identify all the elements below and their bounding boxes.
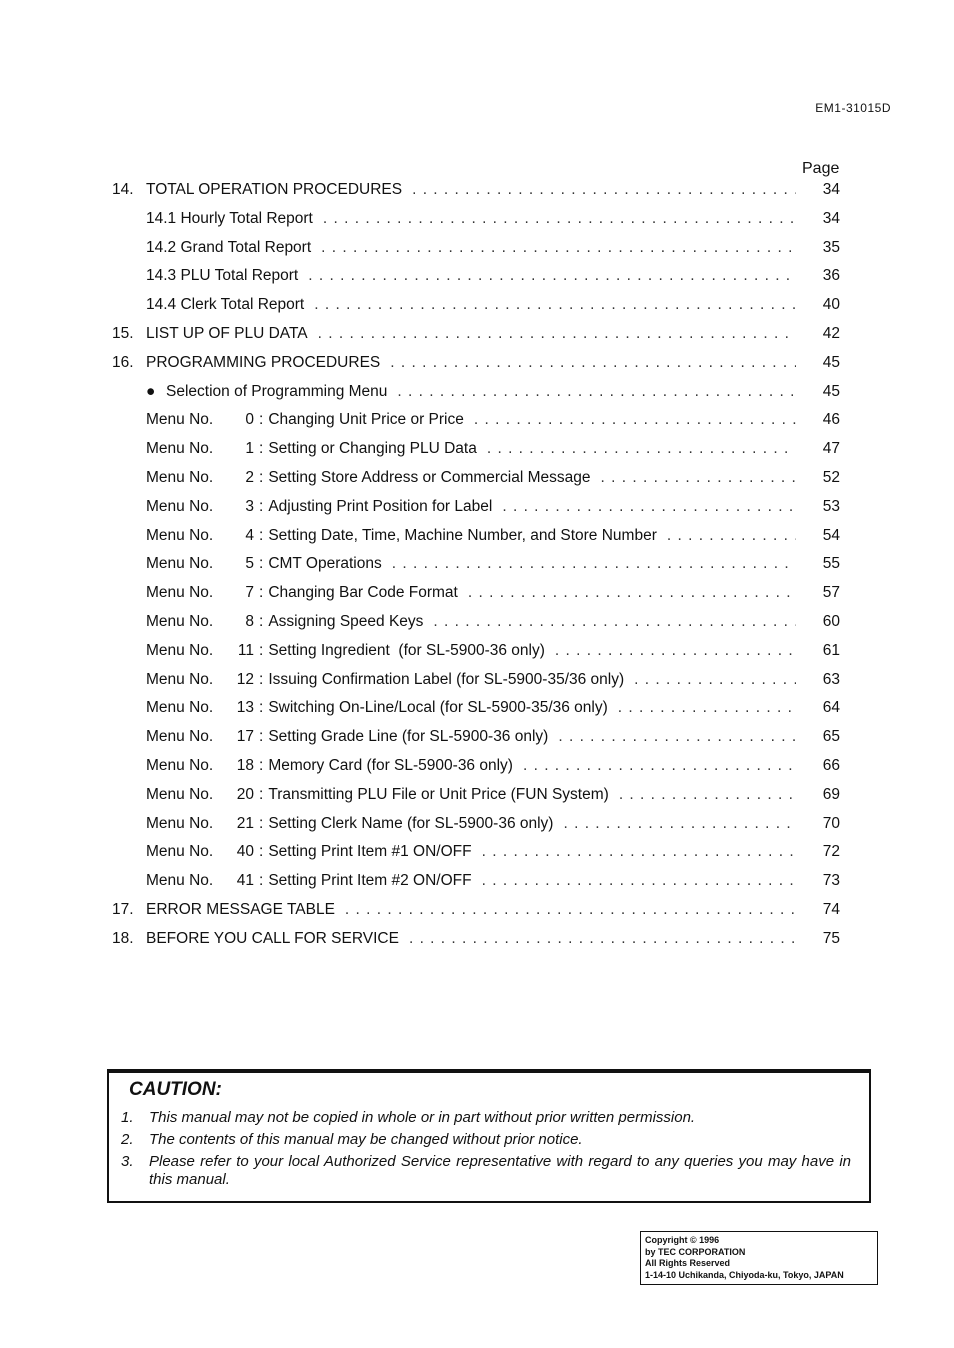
toc-entry [112,440,840,469]
toc-page-number: 35 [822,238,840,256]
toc-menu-number: 5 [245,555,254,573]
toc-menu-label: Menu No. [146,526,214,544]
toc-entry-title: Changing Bar Code Format [268,584,458,602]
toc-separator: : [259,440,264,458]
toc-section-number: 17. [112,900,134,918]
toc-entry [112,555,840,584]
toc-separator: : [259,612,264,630]
toc-dot-leader [318,325,796,343]
toc-dot-leader [468,584,796,602]
toc-dot-leader [412,181,796,199]
toc-separator: : [259,785,264,803]
toc-separator: : [259,872,264,890]
toc-entry [112,527,840,556]
toc-page-number: 45 [822,382,840,400]
toc-entry-heading [112,239,311,257]
caution-item-index: 3. [121,1153,134,1170]
toc-page-number: 57 [822,584,840,602]
toc-entry-heading [112,699,608,717]
toc-dot-leader [433,613,796,631]
toc-separator: : [259,555,264,573]
toc-page-number: 46 [822,411,840,429]
toc-entry-heading [112,527,657,545]
toc-entry [112,210,840,239]
toc-page-number: 40 [822,296,840,314]
caution-list [121,1109,851,1189]
toc-entry-heading [112,498,492,516]
toc-entry-heading [112,786,609,804]
toc-entry-heading [112,354,380,372]
toc-page-number: 73 [822,872,840,890]
toc-page-number: 70 [822,814,840,832]
toc-entry-heading [112,642,545,660]
toc-menu-label: Menu No. [146,872,214,890]
toc-entry [112,181,840,210]
toc-entry-title: 14.4 Clerk Total Report [146,296,305,314]
toc-entry-heading [112,613,423,631]
toc-dot-leader [563,815,796,833]
toc-dot-leader [555,642,796,660]
document-id: EM1-31015D [815,101,891,115]
toc-page-number: 55 [822,555,840,573]
toc-menu-label: Menu No. [146,440,214,458]
toc-entry-title: Setting Print Item #2 ON/OFF [268,872,472,890]
toc-entry [112,901,840,930]
toc-menu-label: Menu No. [146,785,214,803]
toc-menu-number: 0 [245,411,254,429]
toc-dot-leader [502,498,796,516]
toc-entry-title: Memory Card (for SL-5900-36 only) [268,756,513,774]
toc-separator: : [259,756,264,774]
toc-entry [112,383,840,412]
toc-dot-leader [618,699,796,717]
toc-entry [112,498,840,527]
caution-box [107,1069,871,1203]
caution-title: CAUTION: [129,1079,222,1100]
toc-menu-label: Menu No. [146,728,214,746]
toc-entry-heading [112,210,313,228]
toc-entry-title: Transmitting PLU File or Unit Price (FUN System) [268,785,609,803]
toc-menu-number: 20 [236,785,254,803]
toc-entry-heading [112,469,591,487]
toc-entry-heading [112,555,382,573]
toc-entry [112,699,840,728]
toc-entry-title: Setting Grade Line (for SL-5900-36 only) [268,728,549,746]
toc-page-number: 65 [822,728,840,746]
toc-dot-leader [601,469,796,487]
toc-entry-title: 14.2 Grand Total Report [146,238,312,256]
toc-entry-heading [112,757,513,775]
toc-separator: : [259,843,264,861]
toc-dot-leader [667,527,796,545]
toc-entry-title: Adjusting Print Position for Label [268,497,493,515]
toc-dot-leader [345,901,796,919]
toc-entry [112,469,840,498]
caution-item [121,1109,851,1127]
toc-entry-title: LIST UP OF PLU DATA [146,324,308,342]
toc-menu-number: 18 [236,756,254,774]
toc-separator: : [259,641,264,659]
toc-dot-leader [308,267,796,285]
toc-menu-label: Menu No. [146,641,214,659]
toc-section-number: 14. [112,181,134,198]
toc-entry [112,815,840,844]
toc-dot-leader [487,440,796,458]
toc-menu-label: Menu No. [146,670,214,688]
bullet-icon: ● [146,382,156,400]
toc-menu-number: 17 [236,728,254,746]
caution-item-index: 1. [121,1109,134,1126]
toc-entry-heading [112,584,458,602]
toc-page-number: 53 [822,497,840,515]
toc-menu-label: Menu No. [146,468,214,486]
toc-page-number: 72 [822,843,840,861]
toc-entry [112,411,840,440]
toc-dot-leader [397,383,796,401]
caution-item-index: 2. [121,1131,134,1148]
toc-entry-heading [112,901,335,919]
toc-dot-leader [323,210,796,228]
toc-entry-title: Setting Clerk Name (for SL-5900-36 only) [268,814,554,832]
toc-section-number: 15. [112,324,134,342]
toc-entry [112,930,840,959]
toc-entry-heading [112,296,304,314]
caution-item [121,1131,851,1149]
toc-section-number: 16. [112,353,134,371]
toc-page-number: 75 [822,929,840,947]
toc-entry-title: Switching On-Line/Local (for SL-5900-35/36 only) [268,699,608,717]
toc-separator: : [259,699,264,717]
copyright-line: All Rights Reserved [645,1258,731,1268]
toc-menu-label: Menu No. [146,699,214,717]
toc-menu-number: 2 [245,468,254,486]
toc-entry-title: Issuing Confirmation Label (for SL-5900-35/36 only) [268,670,625,688]
toc-separator: : [259,497,264,515]
toc-entry [112,671,840,700]
toc-page-number: 52 [822,468,840,486]
page-column-label: Page [802,160,840,177]
toc-dot-leader [619,786,796,804]
caution-item [121,1153,851,1189]
toc-page-number: 47 [822,440,840,458]
toc-menu-number: 7 [245,584,254,602]
toc-entry-heading [112,325,308,343]
toc-separator: : [259,728,264,746]
toc-entry-heading [112,728,548,746]
toc-entry-heading [112,872,472,890]
toc-menu-label: Menu No. [146,843,214,861]
caution-item-text: This manual may not be copied in whole or in part without prior written permission. [149,1109,696,1126]
toc-entry-heading [112,815,553,833]
toc-page-number: 61 [822,641,840,659]
toc-page-number: 64 [822,699,840,717]
toc-entry [112,239,840,268]
toc-dot-leader [314,296,796,314]
toc-page-number: 60 [822,612,840,630]
toc-entry [112,786,840,815]
toc-separator: : [259,814,264,832]
table-of-contents [112,181,840,959]
toc-menu-label: Menu No. [146,411,214,429]
toc-dot-leader [321,239,796,257]
toc-page-number: 45 [822,353,840,371]
toc-separator: : [259,411,264,429]
toc-menu-label: Menu No. [146,497,214,515]
toc-dot-leader [392,555,796,573]
caution-item-text: The contents of this manual may be changed without prior notice. [149,1131,583,1148]
toc-entry [112,296,840,325]
toc-entry-title: Selection of Programming Menu [166,382,388,400]
toc-menu-label: Menu No. [146,584,214,602]
toc-menu-number: 21 [236,814,254,832]
toc-menu-number: 8 [245,612,254,630]
toc-separator: : [259,526,264,544]
toc-page-number: 69 [822,785,840,803]
toc-entry [112,325,840,354]
toc-entry [112,872,840,901]
toc-entry-title: PROGRAMMING PROCEDURES [146,353,381,371]
toc-dot-leader [482,872,796,890]
toc-entry-title: Assigning Speed Keys [268,612,424,630]
copyright-line: by TEC CORPORATION [645,1246,746,1257]
toc-separator: : [259,468,264,486]
toc-menu-number: 4 [245,526,254,544]
toc-dot-leader [390,354,796,372]
toc-menu-number: 1 [245,440,254,458]
toc-menu-number: 40 [236,843,254,861]
toc-entry-title: Changing Unit Price or Price [268,411,464,429]
toc-entry [112,354,840,383]
toc-entry-title: 14.3 PLU Total Report [146,267,299,285]
toc-page-number: 34 [822,209,840,227]
toc-page-number: 63 [822,670,840,688]
toc-menu-label: Menu No. [146,756,214,774]
toc-entry-heading [112,267,298,285]
toc-entry-title: Setting or Changing PLU Data [268,440,477,458]
toc-entry [112,843,840,872]
toc-entry [112,757,840,786]
toc-menu-number: 41 [236,872,254,890]
toc-page-number: 66 [822,756,840,774]
toc-dot-leader [482,843,796,861]
toc-entry [112,728,840,757]
toc-entry-title: Setting Store Address or Commercial Message [268,468,591,486]
toc-entry [112,584,840,613]
toc-menu-label: Menu No. [146,555,214,573]
toc-entry-title: CMT Operations [268,555,382,573]
toc-entry-heading [112,181,402,199]
toc-entry-heading [112,671,624,689]
toc-entry-heading [112,440,477,458]
toc-section-number: 18. [112,929,134,947]
toc-dot-leader [523,757,796,775]
toc-dot-leader [558,728,796,746]
toc-page-number: 34 [822,181,840,198]
copyright-line: Copyright © 1996 [645,1235,720,1245]
toc-page-number: 54 [822,526,840,544]
caution-item-text: Please refer to your local Authorized Service representative with regard to any queries you may have in this manual. [149,1153,851,1188]
copyright-line: 1-14-10 Uchikanda, Chiyoda-ku, Tokyo, JAPAN [645,1269,844,1280]
toc-entry-heading [112,843,472,861]
toc-entry [112,613,840,642]
toc-menu-number: 11 [237,641,254,659]
toc-entry-heading [112,383,387,401]
toc-menu-label: Menu No. [146,814,214,832]
toc-entry-title: TOTAL OPERATION PROCEDURES [146,181,403,198]
toc-page-number: 42 [822,324,840,342]
toc-entry-title: 14.1 Hourly Total Report [146,209,313,227]
toc-menu-number: 12 [236,670,254,688]
toc-page-number: 74 [822,900,840,918]
toc-dot-leader [474,411,796,429]
toc-entry-title: Setting Print Item #1 ON/OFF [268,843,472,861]
toc-entry [112,267,840,296]
toc-entry-heading [112,411,464,429]
toc-menu-number: 3 [245,497,254,515]
toc-entry-title: Setting Ingredient (for SL-5900-36 only) [268,641,545,659]
toc-entry-title: ERROR MESSAGE TABLE [146,900,335,918]
toc-separator: : [259,670,264,688]
toc-entry-title: Setting Date, Time, Machine Number, and Store Number [268,526,657,544]
toc-entry-heading [112,930,399,948]
toc-dot-leader [634,671,796,689]
toc-entry-title: BEFORE YOU CALL FOR SERVICE [146,929,399,947]
toc-page-number: 36 [822,267,840,285]
toc-entry [112,642,840,671]
copyright-box [640,1231,878,1285]
toc-dot-leader [409,930,796,948]
toc-menu-number: 13 [236,699,254,717]
toc-separator: : [259,584,264,602]
toc-menu-label: Menu No. [146,612,214,630]
